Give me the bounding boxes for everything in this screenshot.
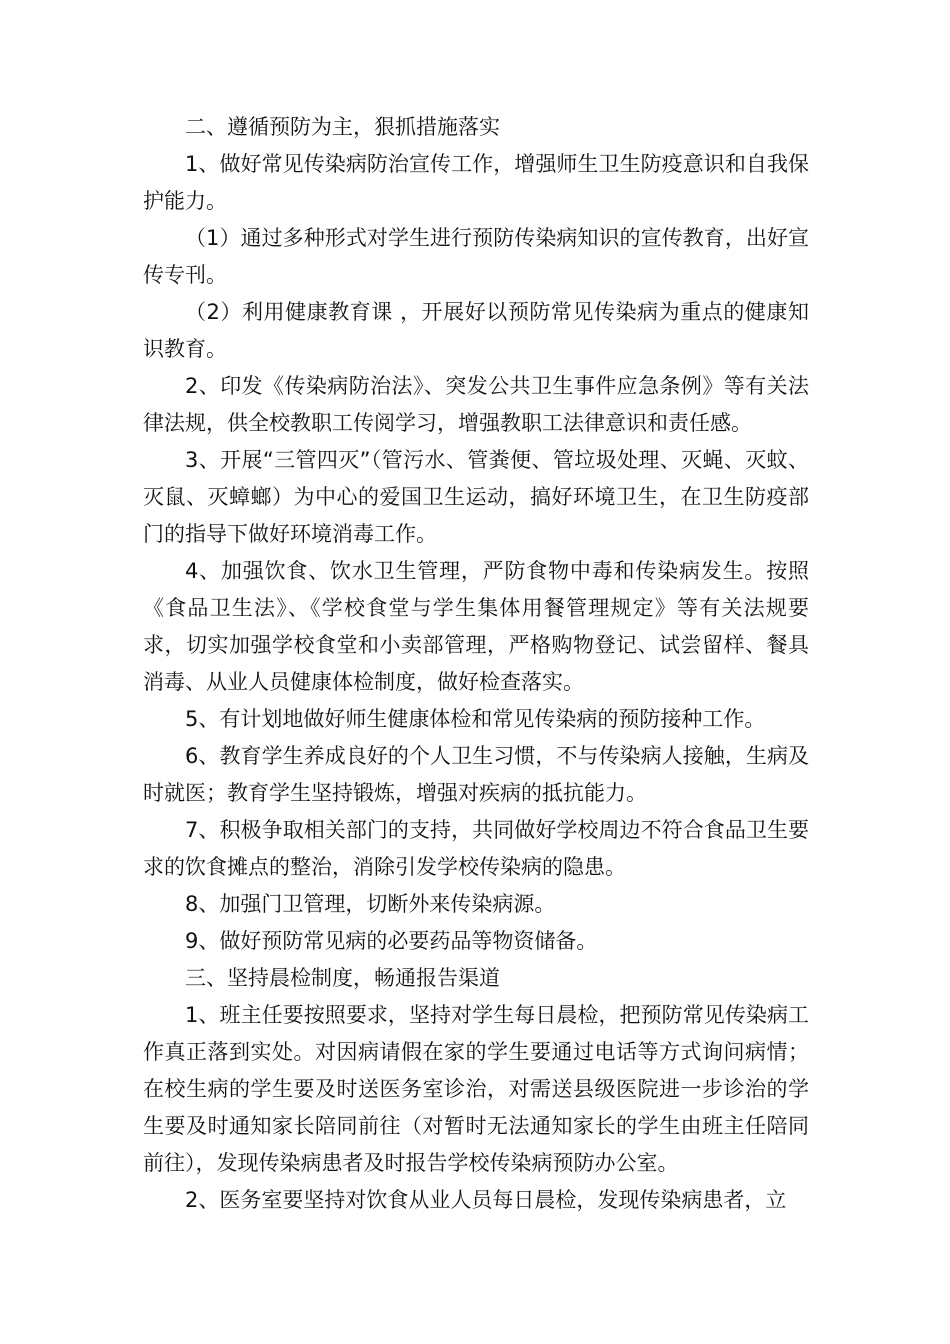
paragraph-item: 3、开展“三管四灭”（管污水、管粪便、管垃圾处理、灭蝇、灭蚊、灭鼠、灭蟑螂）为中心的爱国卫生运动，搞好环境卫生，在卫生防疫部门的指导下做好环境消毒工作。 (143, 448, 809, 546)
paragraph-item: 4、加强饮食、饮水卫生管理，严防食物中毒和传染病发生。按照《食品卫生法》、《学校食堂与学生集体用餐管理规定》等有关法规要求，切实加强学校食堂和小卖部管理，严格购物登记、试尝留样、餐具消毒、从业人员健康体检制度，做好检查落实。 (143, 559, 809, 694)
document-body (143, 109, 809, 1219)
paragraph-item: 2、医务室要坚持对饮食从业人员每日晨检，发现传染病患者，立 (185, 1188, 787, 1212)
paragraph-item: 1、班主任要按照要求，坚持对学生每日晨检，把预防常见传染病工作真正落到实处。对因病请假在家的学生要通过电话等方式询问病情；在校生病的学生要及时送医务室诊治，对需送县级医院进一步诊治的学生要及时通知家长陪同前往（对暂时无法通知家长的学生由班主任陪同前往），发现传染病患者及时报告学校传染病预防办公室。 (143, 1003, 809, 1175)
section-heading-prevention: 二、遵循预防为主，狠抓措施落实 (185, 115, 500, 139)
paragraph-item: 2、印发《传染病防治法》、突发公共卫生事件应急条例》等有关法律法规，供全校教职工传阅学习，增强教职工法律意识和责任感。 (143, 374, 809, 435)
section-heading-morning-check: 三、坚持晨检制度，畅通报告渠道 (185, 966, 500, 990)
paragraph-item: 9、做好预防常见病的必要药品等物资储备。 (185, 929, 598, 953)
paragraph-item: （2）利用健康教育课 ，开展好以预防常见传染病为重点的健康知识教育。 (143, 300, 809, 361)
paragraph-item: （1）通过多种形式对学生进行预防传染病知识的宣传教育，出好宣传专刊。 (143, 226, 809, 287)
paragraph-item: 8、加强门卫管理，切断外来传染病源。 (185, 892, 556, 916)
paragraph-item: 7、积极争取相关部门的支持，共同做好学校周边不符合食品卫生要求的饮食摊点的整治，消除引发学校传染病的隐患。 (143, 818, 809, 879)
paragraph-item: 6、教育学生养成良好的个人卫生习惯，不与传染病人接触，生病及时就医；教育学生坚持锻炼，增强对疾病的抵抗能力。 (143, 744, 809, 805)
paragraph-item: 1、做好常见传染病防治宣传工作，增强师生卫生防疫意识和自我保护能力。 (143, 152, 809, 213)
paragraph-item: 5、有计划地做好师生健康体检和常见传染病的预防接种工作。 (185, 707, 766, 731)
